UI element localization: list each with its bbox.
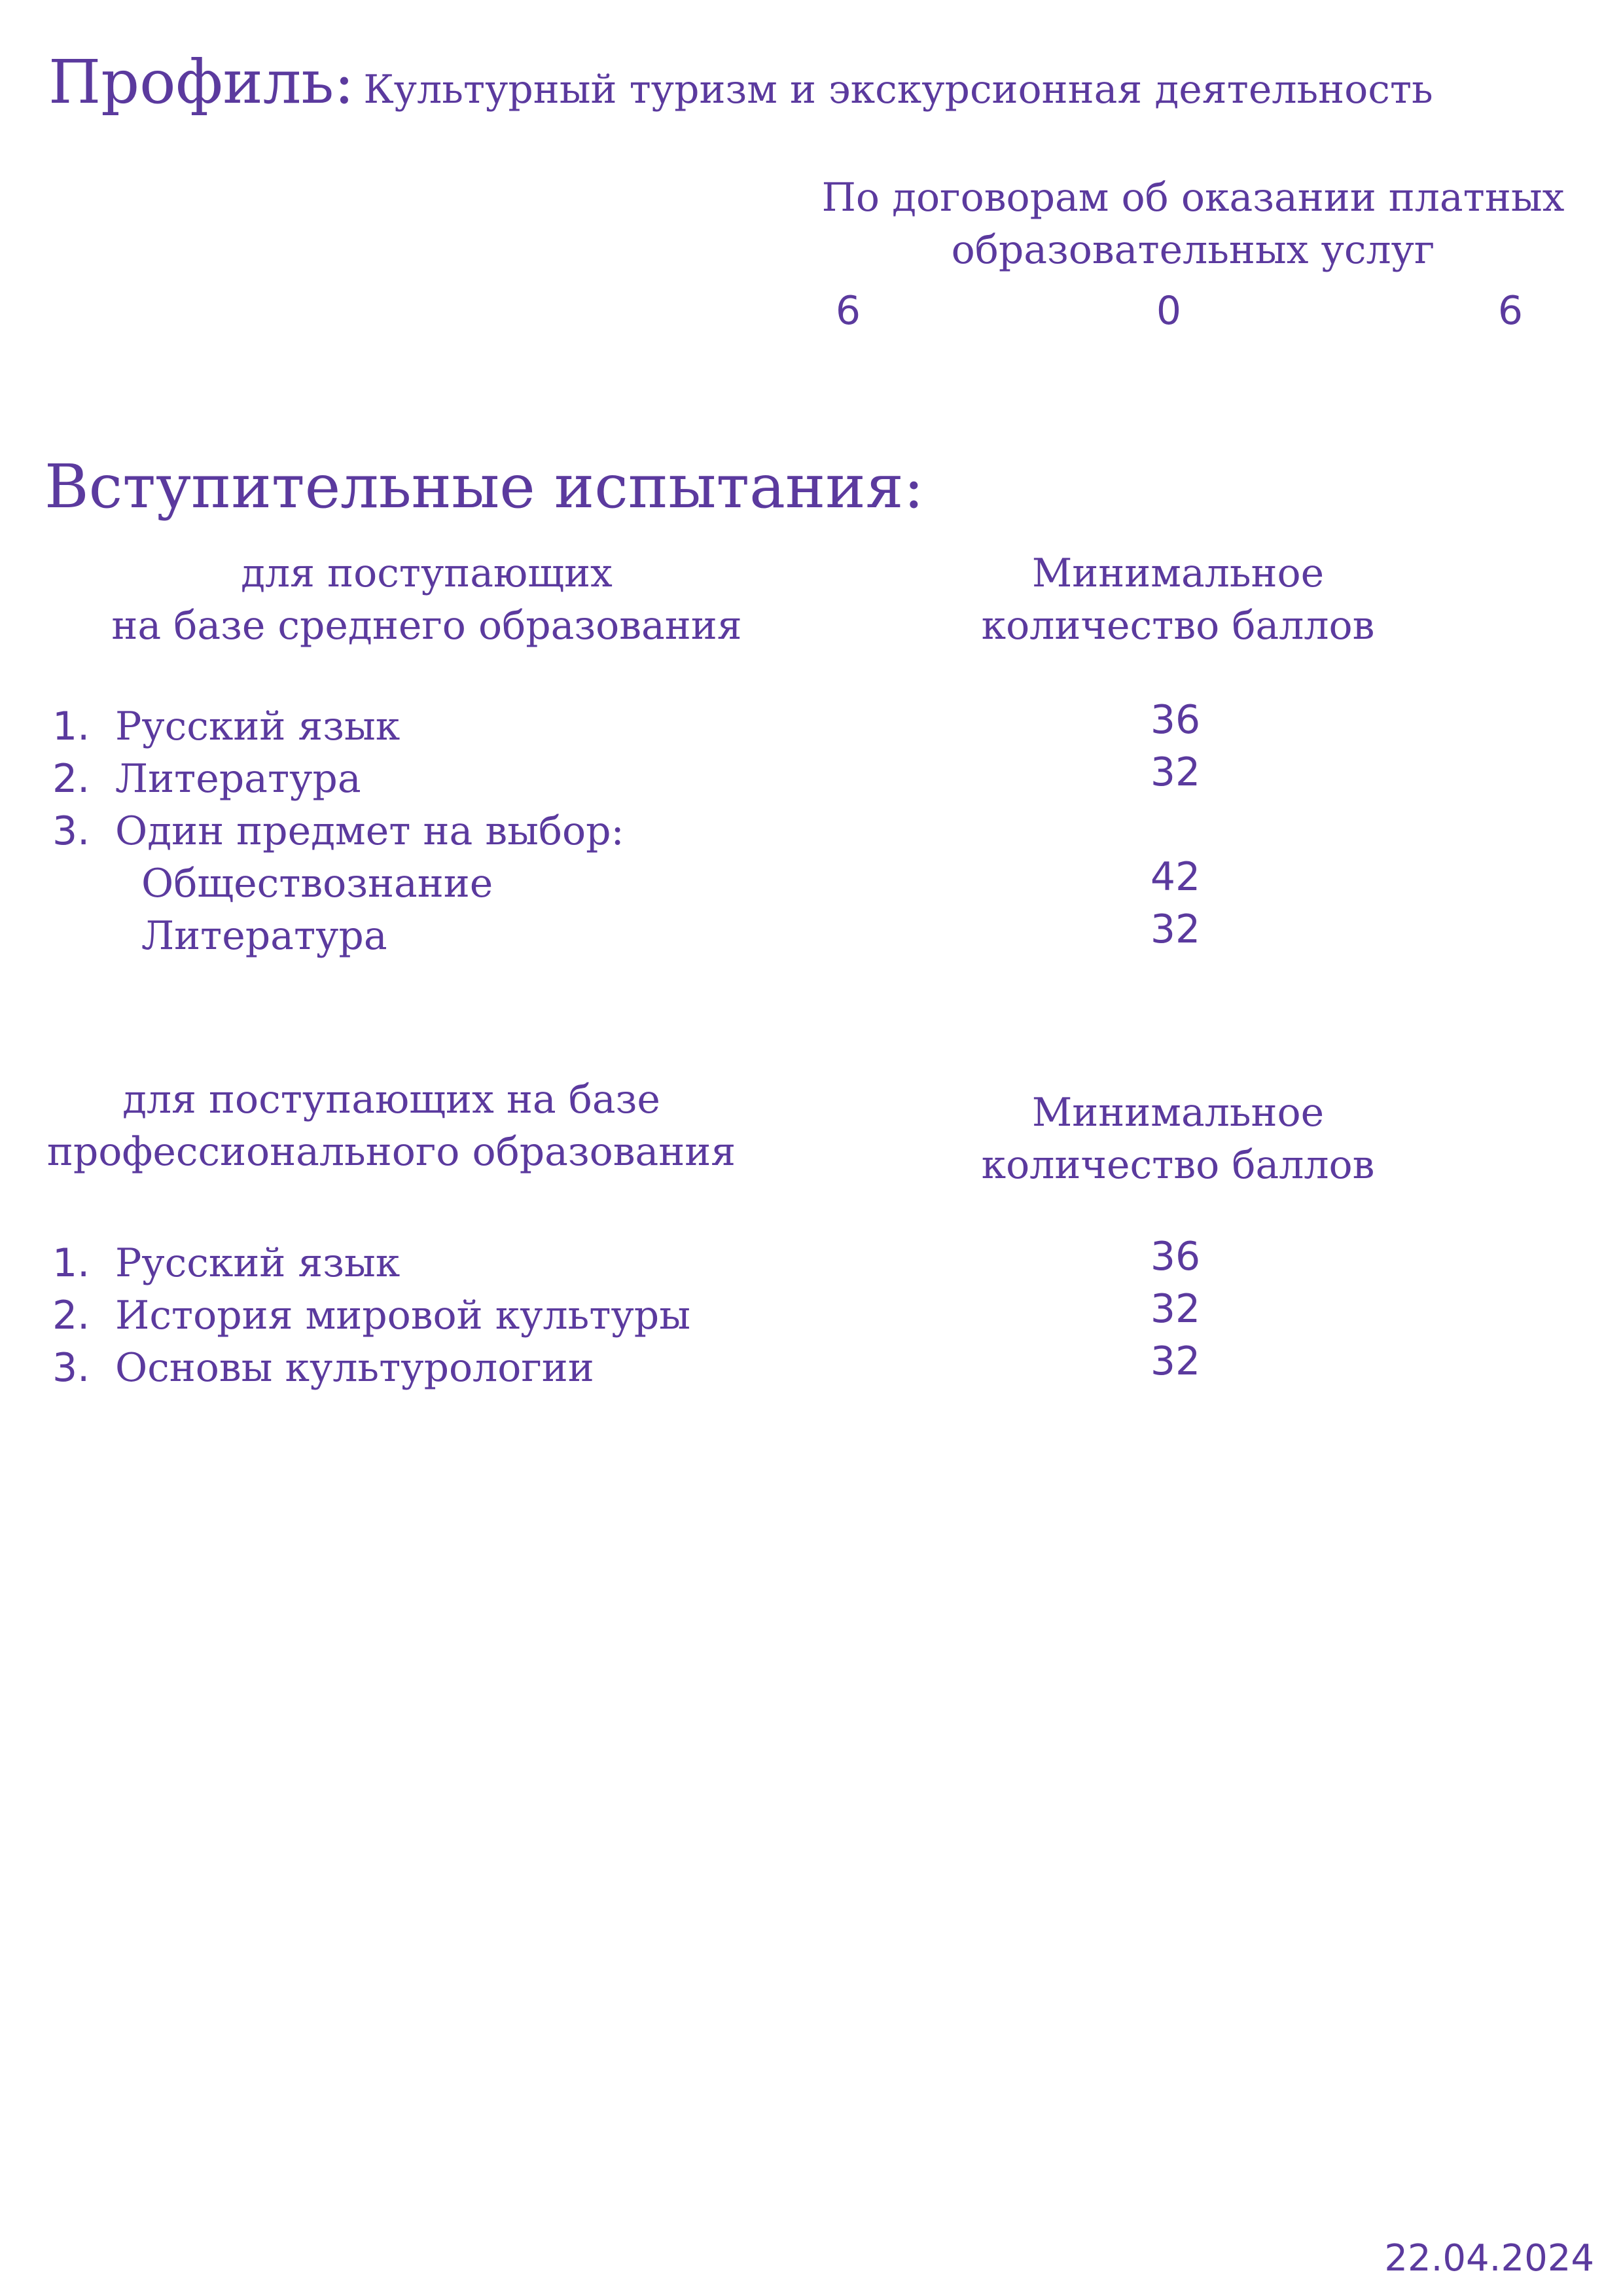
score-value: 32 [1150, 1338, 1201, 1384]
profile-title [48, 47, 1433, 117]
list-item-number: 2. [52, 1293, 90, 1338]
list-item-number: 3. [52, 1345, 90, 1391]
contract-heading [822, 171, 1565, 276]
list-item [52, 1342, 690, 1394]
list-item-number: 1. [52, 704, 90, 749]
list-item-label: Основы культурологии [115, 1345, 594, 1391]
choice-item: Литература [141, 913, 387, 959]
professional-score-title [982, 1086, 1375, 1191]
professional-scores [1150, 1230, 1200, 1388]
score-value: 32 [1150, 906, 1201, 952]
exams-heading: Вступительные испытания: [45, 452, 924, 522]
list-item-number: 2. [52, 756, 90, 802]
secondary-scores [1150, 694, 1200, 956]
secondary-title-line1: для поступающих [241, 550, 613, 596]
secondary-exam-list [52, 700, 624, 962]
contract-count-2: 0 [1156, 288, 1182, 334]
professional-score-title-line1: Минимальное [1031, 1090, 1325, 1136]
list-item-number: 3. [52, 808, 90, 854]
list-item-label: Один предмет на выбор: [115, 808, 624, 854]
professional-title-line2: профессионального образования [46, 1129, 736, 1175]
score-value: 32 [1150, 749, 1201, 795]
professional-section-title [47, 1073, 736, 1178]
profile-label: Профиль: [48, 47, 355, 117]
profile-value: Культурный туризм и экскурсионная деятельность [363, 67, 1433, 113]
list-item [52, 700, 624, 753]
score-value [1150, 798, 1200, 851]
score-value: 36 [1150, 697, 1201, 743]
list-item [52, 753, 624, 805]
secondary-score-title-line1: Минимальное [1031, 550, 1325, 596]
list-item-label: Русский язык [115, 1240, 401, 1286]
list-item-number: 1. [52, 1240, 90, 1286]
contract-count-1: 6 [835, 288, 861, 334]
list-item-label: История мировой культуры [115, 1293, 690, 1338]
list-item [52, 1237, 690, 1289]
contract-heading-line1: По договорам об оказании платных [821, 175, 1565, 221]
professional-exam-list [52, 1237, 690, 1394]
professional-title-line1: для поступающих на базе [122, 1077, 660, 1122]
list-item [52, 805, 624, 857]
choice-item: Обществознание [141, 861, 493, 906]
score-value: 36 [1150, 1234, 1201, 1280]
secondary-section-title [111, 547, 741, 652]
professional-score-title-line2: количество баллов [981, 1142, 1375, 1188]
secondary-score-title-line2: количество баллов [981, 603, 1375, 649]
list-item-label: Литература [115, 756, 361, 802]
list-item [52, 1289, 690, 1342]
secondary-score-title [982, 547, 1375, 652]
footer-date: 22.04.2024 [1384, 2237, 1594, 2280]
list-item-label: Русский язык [115, 704, 401, 749]
secondary-title-line2: на базе среднего образования [111, 603, 742, 649]
contract-heading-line2: образовательных услуг [951, 227, 1435, 273]
score-value: 42 [1150, 854, 1201, 900]
contract-count-3: 6 [1497, 288, 1524, 334]
score-value: 32 [1150, 1286, 1201, 1332]
